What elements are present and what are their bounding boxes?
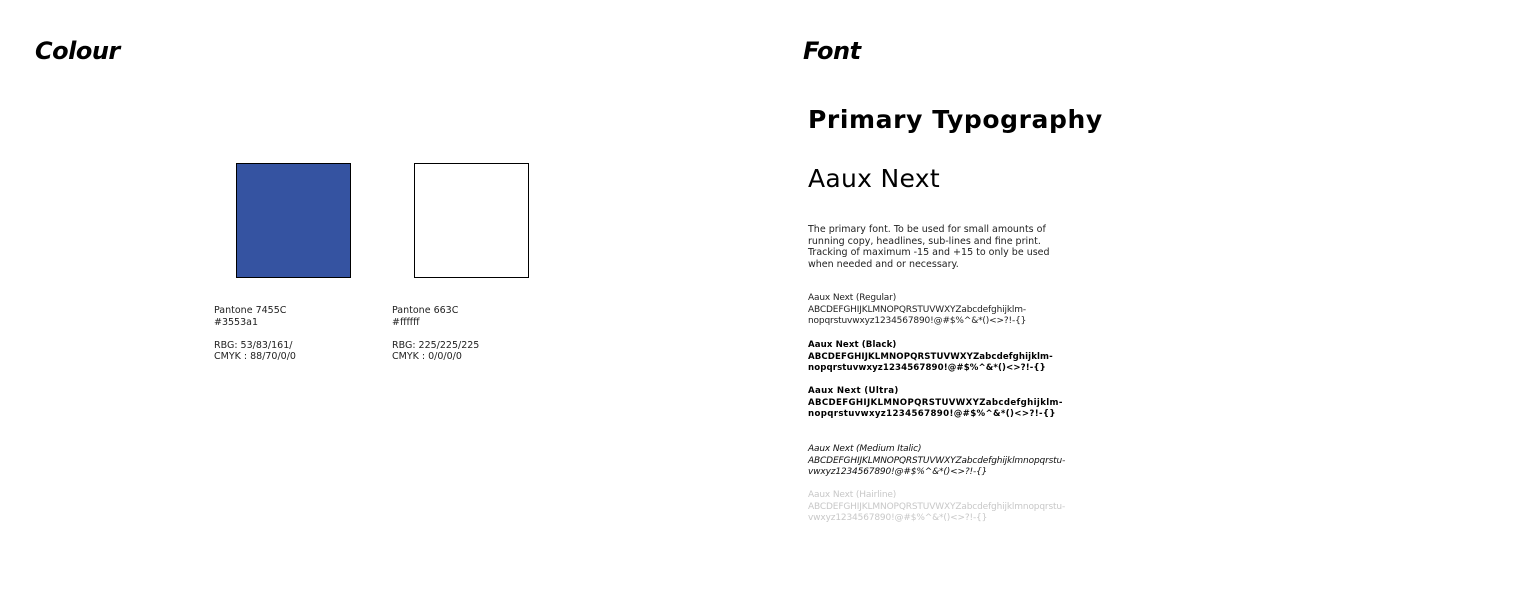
font-sample-ultra <box>808 386 1063 421</box>
font-sample-hairline <box>808 490 1065 525</box>
pantone-code: Pantone 7455C <box>214 305 287 316</box>
font-sample-regular <box>808 293 1026 328</box>
font-heading: Font <box>803 37 861 65</box>
sample-line: vwxyz1234567890!@#$%^&*()<>?!-{} <box>808 467 988 478</box>
sample-line: ABCDEFGHIJKLMNOPQRSTUVWXYZabcdefghijklm- <box>808 351 1053 362</box>
font-sample-black <box>808 340 1053 375</box>
sample-line: nopqrstuvwxyz1234567890!@#$%^&*()<>?!-{} <box>808 316 1027 327</box>
cmyk-values: CMYK : 88/70/0/0 <box>214 351 296 362</box>
colour-heading: Colour <box>35 37 120 65</box>
pantone-code: Pantone 663C <box>392 305 459 316</box>
sample-line: vwxyz1234567890!@#$%^&*()<>?!-{} <box>808 513 988 524</box>
rgb-values: RBG: 53/83/161/ <box>214 339 293 351</box>
sample-label: Aaux Next (Hairline) <box>808 490 897 500</box>
sample-line: ABCDEFGHIJKLMNOPQRSTUVWXYZabcdefghijklm- <box>808 397 1063 408</box>
primary-colour-spec <box>214 305 296 363</box>
hex-code: #3553a1 <box>214 316 259 328</box>
primary-typography-title: Primary Typography <box>808 105 1103 134</box>
font-name: Aaux Next <box>808 164 940 193</box>
sample-label: Aaux Next (Black) <box>808 340 897 350</box>
sample-line: ABCDEFGHIJKLMNOPQRSTUVWXYZabcdefghijklmnopqrstu- <box>808 455 1066 466</box>
sample-line: nopqrstuvwxyz1234567890!@#$%^&*()<>?!-{} <box>808 363 1046 374</box>
secondary-colour-swatch <box>414 163 529 278</box>
sample-label: Aaux Next (Ultra) <box>808 386 899 396</box>
sample-line: ABCDEFGHIJKLMNOPQRSTUVWXYZabcdefghijklm- <box>808 304 1026 315</box>
sample-line: nopqrstuvwxyz1234567890!@#$%^&*()<>?!-{} <box>808 409 1056 420</box>
font-sample-medium-italic <box>808 444 1065 479</box>
secondary-colour-spec <box>392 305 479 363</box>
primary-colour-swatch <box>236 163 351 278</box>
cmyk-values: CMYK : 0/0/0/0 <box>392 351 462 362</box>
font-description: The primary font. To be used for small amounts of running copy, headlines, sub-lines and fine print. Tracking of maximum -15 and +15 to only be used when needed and or necessary. <box>808 224 1050 270</box>
rgb-values: RBG: 225/225/225 <box>392 339 480 351</box>
sample-label: Aaux Next (Medium Italic) <box>808 444 922 454</box>
sample-line: ABCDEFGHIJKLMNOPQRSTUVWXYZabcdefghijklmnopqrstu- <box>808 501 1066 512</box>
sample-label: Aaux Next (Regular) <box>808 293 897 303</box>
hex-code: #ffffff <box>392 316 420 328</box>
